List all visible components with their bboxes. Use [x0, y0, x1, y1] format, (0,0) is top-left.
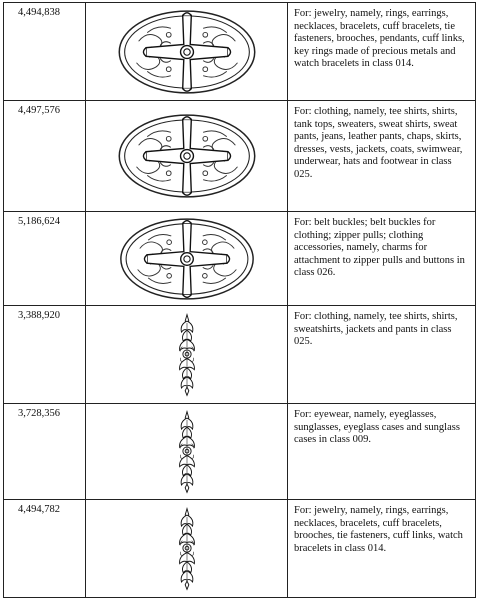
mark-image — [86, 3, 288, 100]
trademark-registrations-table — [3, 2, 476, 598]
mark-image — [86, 306, 288, 403]
table-row — [4, 101, 476, 212]
mark-image — [86, 500, 288, 597]
table-row — [4, 3, 476, 101]
goods-description: For: eyewear, namely, eyeglasses, sunglasses, eyeglass cases and sunglass cases in class 009. — [288, 404, 476, 499]
vertical-dagger-ornament-icon — [176, 506, 198, 592]
vertical-dagger-ornament-icon — [176, 312, 198, 398]
mark-image — [86, 101, 288, 211]
registration-number: 3,388,920 — [4, 306, 86, 403]
goods-description: For: clothing, namely, tee shirts, shirts, tank tops, sweaters, sweat shirts, sweat pants, jeans, leather pants, chaps, skirts, dresses, vests, jackets, coats, swimwear, underwear, hats and footwear in class 025. — [288, 101, 476, 211]
oval-cross-emblem-icon — [117, 217, 257, 301]
registration-number: 3,728,356 — [4, 404, 86, 499]
table-row — [4, 500, 476, 598]
oval-cross-emblem-icon — [117, 113, 257, 199]
goods-description: For: clothing, namely, tee shirts, shirts, sweatshirts, jackets and pants in class 025. — [288, 306, 476, 403]
table-row — [4, 306, 476, 404]
oval-cross-emblem-icon — [117, 9, 257, 95]
registration-number: 4,497,576 — [4, 101, 86, 211]
mark-image — [86, 404, 288, 499]
registration-number: 4,494,838 — [4, 3, 86, 100]
goods-description: For: jewelry, namely, rings, earrings, necklaces, bracelets, cuff bracelets, brooches, tie fasteners, cuff links, watch bracelets in class 014. — [288, 500, 476, 597]
goods-description: For: jewelry, namely, rings, earrings, necklaces, bracelets, cuff bracelets, tie fasteners, brooches, pendants, cuff links, key rings made of precious metals and watch bracelets in class 014. — [288, 3, 476, 100]
registration-number: 5,186,624 — [4, 212, 86, 305]
vertical-dagger-ornament-icon — [176, 409, 198, 495]
registration-number: 4,494,782 — [4, 500, 86, 597]
goods-description: For: belt buckles; belt buckles for clothing; zipper pulls; clothing accessories, namely, charms for attachment to zipper pulls and buttons in class 026. — [288, 212, 476, 305]
table-row — [4, 404, 476, 500]
mark-image — [86, 212, 288, 305]
table-row — [4, 212, 476, 306]
